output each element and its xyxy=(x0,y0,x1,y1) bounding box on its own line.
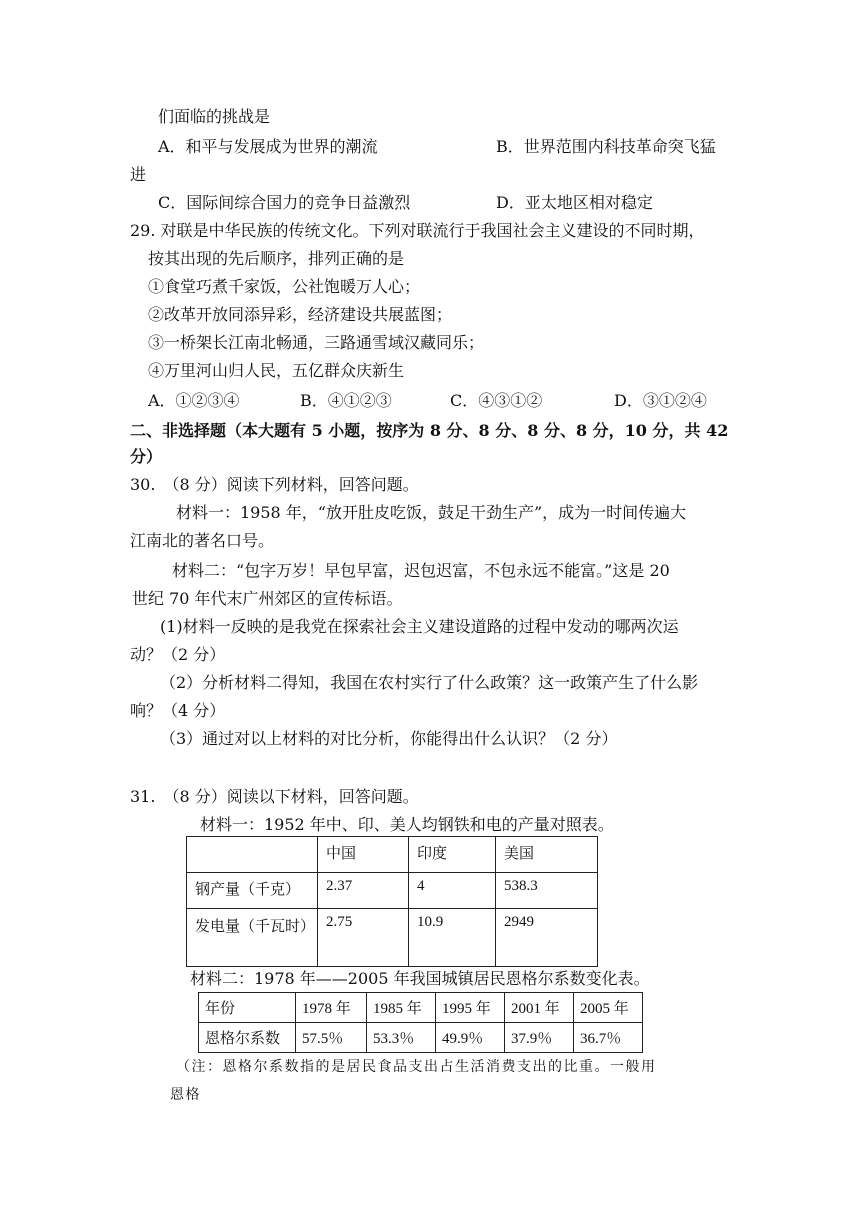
sub-question-2: （2）分析材料二得知，我国在农村实行了什么政策？这一政策产生了什么影 xyxy=(160,673,699,692)
material-2-cont: 世纪 70 年代末广州郊区的宣传标语。 xyxy=(132,589,403,608)
table-cell: 发电量（千瓦时） xyxy=(187,909,318,967)
question-30: 30. （8 分）阅读下列材料，回答问题。 xyxy=(130,475,419,494)
table-cell: 538.3 xyxy=(496,873,598,909)
sub-question-1-cont: 动？（2 分） xyxy=(130,645,226,664)
material-1-caption: 材料一：1952 年中、印、美人均钢铁和电的产量对照表。 xyxy=(200,815,614,834)
table-cell: 49.9％ xyxy=(436,1023,505,1053)
couplet-3: ③一桥架长江南北畅通，三路通雪域汉藏同乐； xyxy=(148,333,485,352)
option-b: B．④①②③ xyxy=(300,391,392,410)
text-line: 进 xyxy=(130,165,147,184)
steel-electricity-table xyxy=(186,836,598,967)
section-heading-cont: 分） xyxy=(130,447,163,466)
table-row xyxy=(199,1023,643,1053)
table-cell: 2.37 xyxy=(318,873,409,909)
table-cell: 年份 xyxy=(199,993,296,1023)
table-row xyxy=(187,837,598,873)
question-29: 29. 对联是中华民族的传统文化。下列对联流行于我国社会主义建设的不同时期， xyxy=(130,221,705,240)
option-d: D．亚太地区相对稳定 xyxy=(496,193,653,212)
question-31: 31. （8 分）阅读以下材料，回答问题。 xyxy=(130,787,419,806)
option-a: A．①②③④ xyxy=(148,391,240,410)
table-row xyxy=(187,909,598,967)
table-cell: 2.75 xyxy=(318,909,409,967)
sub-question-3: （3）通过对以上材料的对比分析，你能得出什么认识？（2 分） xyxy=(160,729,618,748)
table-cell xyxy=(187,837,318,873)
table-cell: 53.3％ xyxy=(367,1023,436,1053)
couplet-1: ①食堂巧煮千家饭，公社饱暖万人心； xyxy=(148,277,421,296)
text-line: 按其出现的先后顺序，排列正确的是 xyxy=(148,249,405,268)
text-line: 们面临的挑战是 xyxy=(158,107,271,126)
table-cell: 中国 xyxy=(318,837,409,873)
material-1-cont: 江南北的著名口号。 xyxy=(130,531,275,550)
table-cell: 美国 xyxy=(496,837,598,873)
option-a: A．和平与发展成为世界的潮流 xyxy=(158,137,378,156)
table-cell: 2001 年 xyxy=(505,993,574,1023)
material-2: 材料二：“包字万岁！早包早富，迟包迟富，不包永远不能富。”这是 20 xyxy=(172,561,670,580)
table-cell: 印度 xyxy=(409,837,496,873)
sub-question-1: (1)材料一反映的是我党在探索社会主义建设道路的过程中发动的哪两次运 xyxy=(160,617,679,636)
option-c: C．国际间综合国力的竞争日益激烈 xyxy=(158,193,411,212)
table-cell: 恩格尔系数 xyxy=(199,1023,296,1053)
table-cell: 1995 年 xyxy=(436,993,505,1023)
option-c: C．④③①② xyxy=(450,391,543,410)
table-cell: 1985 年 xyxy=(367,993,436,1023)
section-heading: 二、非选择题（本大题有 5 小题，按序为 8 分、8 分、8 分、8 分，10 分，共 42 xyxy=(130,421,729,440)
table-note: （注：恩格尔系数指的是居民食品支出占生活消费支出的比重。一般用 xyxy=(176,1059,657,1075)
table-note-cont: 恩格 xyxy=(170,1087,201,1103)
table-cell: 1978 年 xyxy=(296,993,367,1023)
engel-coefficient-table xyxy=(198,992,643,1053)
material-1: 材料一：1958 年，“放开肚皮吃饭，鼓足干劲生产”，成为一时间传遍大 xyxy=(176,503,687,522)
table-row xyxy=(187,873,598,909)
table-cell: 钢产量（千克） xyxy=(187,873,318,909)
table-row xyxy=(199,993,643,1023)
table-cell: 57.5％ xyxy=(296,1023,367,1053)
option-d: D．③①②④ xyxy=(614,391,707,410)
couplet-4: ④万里河山归人民，五亿群众庆新生 xyxy=(148,361,405,380)
couplet-2: ②改革开放同添异彩，经济建设共展蓝图； xyxy=(148,305,453,324)
option-b: B．世界范围内科技革命突飞猛 xyxy=(496,137,716,156)
table-cell: 2005 年 xyxy=(574,993,643,1023)
table-cell: 37.9％ xyxy=(505,1023,574,1053)
material-2-caption: 材料二：1978 年——2005 年我国城镇居民恩格尔系数变化表。 xyxy=(190,969,650,988)
table-cell: 36.7％ xyxy=(574,1023,643,1053)
table-cell: 4 xyxy=(409,873,496,909)
sub-question-2-cont: 响？（4 分） xyxy=(130,701,226,720)
table-cell: 2949 xyxy=(496,909,598,967)
table-cell: 10.9 xyxy=(409,909,496,967)
